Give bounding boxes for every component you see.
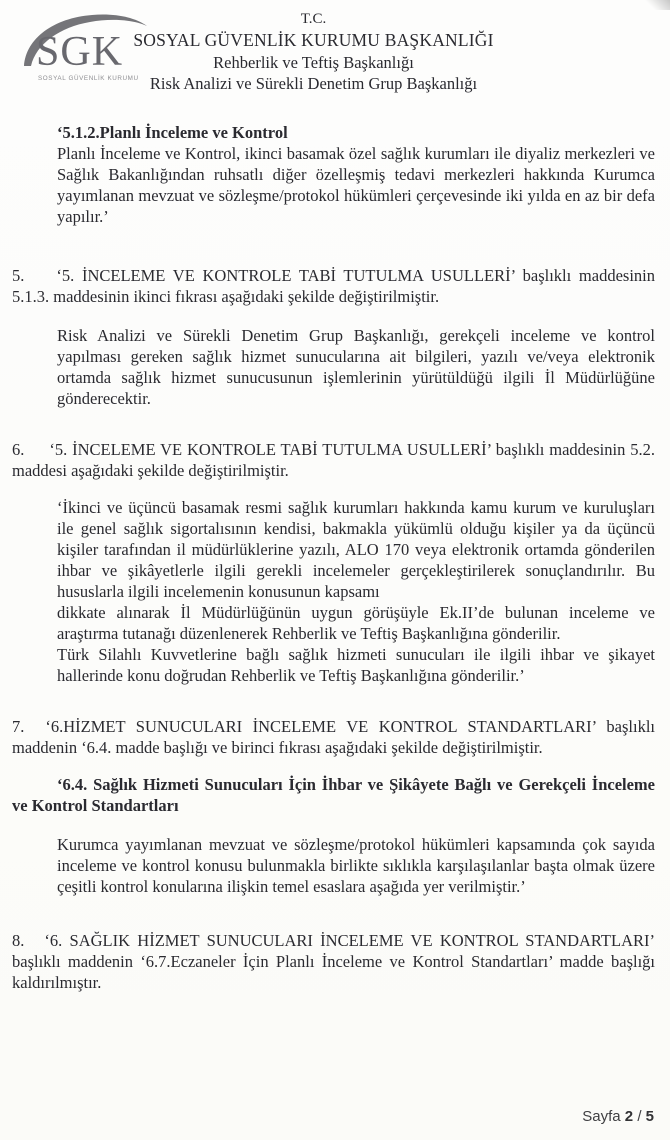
tab-spacer xyxy=(24,945,44,946)
quoted-paragraph-5-2-part-3: Türk Silahlı Kuvvetlerine bağlı sağlık hizmeti sunucuları ile ilgili ihbar ve şikayet hallerinde konu doğrudan Rehberlik ve Teftiş Başkanlığına gönderilir.’ xyxy=(57,645,655,685)
quoted-paragraph-5-2-part-2: dikkate alınarak İl Müdürlüğünün uygun görüşüyle Ek.II’de bulunan inceleme ve araştırma tutanağı düzenlenerek Rehberlik ve Teftiş Başkanlığına gönderilir. xyxy=(57,603,655,643)
header-line-tc: T.C. xyxy=(300,11,327,27)
sgk-logo xyxy=(20,8,150,99)
tab-spacer xyxy=(24,454,49,455)
header-line-group: Risk Analizi ve Sürekli Denetim Grup Başkanlığı xyxy=(149,74,478,93)
item-5-number: 5. xyxy=(12,266,25,285)
letterhead xyxy=(12,8,655,102)
page-number-separator: / xyxy=(637,1108,642,1125)
item-6 xyxy=(12,439,655,481)
section-5-1-2-body: Planlı İnceleme ve Kontrol, ikinci basamak özel sağlık kurumları ile diyaliz merkezleri ve Sağlık Bakanlığından ruhsatlı diğer özelleşmiş tedavi merkezleri hakkında Kurumca yayımlanan mevzuat ve sözleşme/protokol hükümleri çerçevesinde iki yılda en az bir defa yapılır.’ xyxy=(57,144,655,226)
item-5 xyxy=(12,265,655,307)
heading-6-4: ‘6.4. Sağlık Hizmeti Sunucuları İçin İhbar ve Şikâyete Bağlı ve Gerekçeli İnceleme ve Kontrol Standartları xyxy=(12,775,655,815)
page-number-label: Sayfa xyxy=(582,1108,621,1125)
section-5-1-2-heading: ‘5.1.2.Planlı İnceleme ve Kontrol xyxy=(57,123,288,142)
item-7-text: ‘6.HİZMET SUNUCULARI İNCELEME VE KONTROL STANDARTLARI’ başlıklı maddenin ‘6.4. madde başlığı ve birinci fıkrası aşağıdaki şekilde değiştirilmiştir. xyxy=(12,717,655,757)
page-number-total: 5 xyxy=(645,1108,654,1125)
page-number-current: 2 xyxy=(624,1108,634,1125)
item-8-number: 8. xyxy=(12,931,25,950)
header-line-dept: Rehberlik ve Teftiş Başkanlığı xyxy=(213,53,414,72)
quoted-paragraph-5-1-3: Risk Analizi ve Sürekli Denetim Grup Başkanlığı, gerekçeli inceleme ve kontrol yapılması gereken sağlık hizmet sunucularına ait bilgileri, yazılı ve/veya elektronik ortamda sağlık hizmet sunucusunun işlemlerinin yürütüldüğü ilgili İl Müdürlüğüne gönderecektir. xyxy=(57,326,655,408)
item-8-text: ‘6. SAĞLIK HİZMET SUNUCULARI İNCELEME VE KONTROL STANDARTLARI’ başlıklı maddenin ‘6.7.Eczaneler İçin Planlı İnceleme ve Kontrol Standartları’ madde başlığı kaldırılmıştır. xyxy=(12,931,655,992)
quoted-paragraph-5-2-part-1: ‘İkinci ve üçüncü basamak resmi sağlık kurumları hakkında kamu kurum ve kuruluşları ile genel sağlık sigortalısının kendisi, bakmakla yükümlü olduğu kişiler ya da üçüncü kişiler tarafından il müdürlüklerine yazılı, ALO 170 veya elektronik ortamda gönderilen ihbar ve şikâyetlerle ilgili gerekli incelemeler gerçekleştirilerek sonuçlandırılır. Bu hususlarla ilgili incelemenin konusunun kapsamı xyxy=(57,498,655,601)
header-line-org: SOSYAL GÜVENLİK KURUMU BAŞKANLIĞI xyxy=(133,30,494,50)
quoted-paragraph-5-2 xyxy=(57,497,655,686)
tab-spacer xyxy=(24,280,56,281)
item-6-number: 6. xyxy=(12,440,25,459)
logo-caption: SOSYAL GÜVENLİK KURUMU xyxy=(38,75,139,82)
item-7 xyxy=(12,716,655,758)
item-5-text: ‘5. İNCELEME VE KONTROLE TABİ TUTULMA USULLERİ’ başlıklı maddesinin 5.1.3. maddesinin ikinci fıkrası aşağıdaki şekilde değiştirilmiştir. xyxy=(12,266,655,306)
quoted-paragraph-6-4: Kurumca yayımlanan mevzuat ve sözleşme/protokol hükümleri kapsamında çok sayıda inceleme ve kontrol konusu bulunmakla birlikte sıklıkla karşılaşılanlar başta olmak üzere çeşitli kontrol konularına ilişkin temel esaslara aşağıda yer verilmiştir.’ xyxy=(57,835,655,896)
tab-spacer xyxy=(24,731,45,732)
item-6-text: ‘5. İNCELEME VE KONTROLE TABİ TUTULMA USULLERİ’ başlıklı maddesinin 5.2. maddesi aşağıdaki şekilde değiştirilmiştir. xyxy=(12,440,655,480)
page-number xyxy=(582,1106,654,1127)
logo-acronym: SGK xyxy=(36,29,124,75)
item-8 xyxy=(12,930,655,993)
section-5-1-2 xyxy=(57,122,655,227)
sgk-logo-graphic xyxy=(20,8,150,94)
item-7-number: 7. xyxy=(12,717,25,736)
